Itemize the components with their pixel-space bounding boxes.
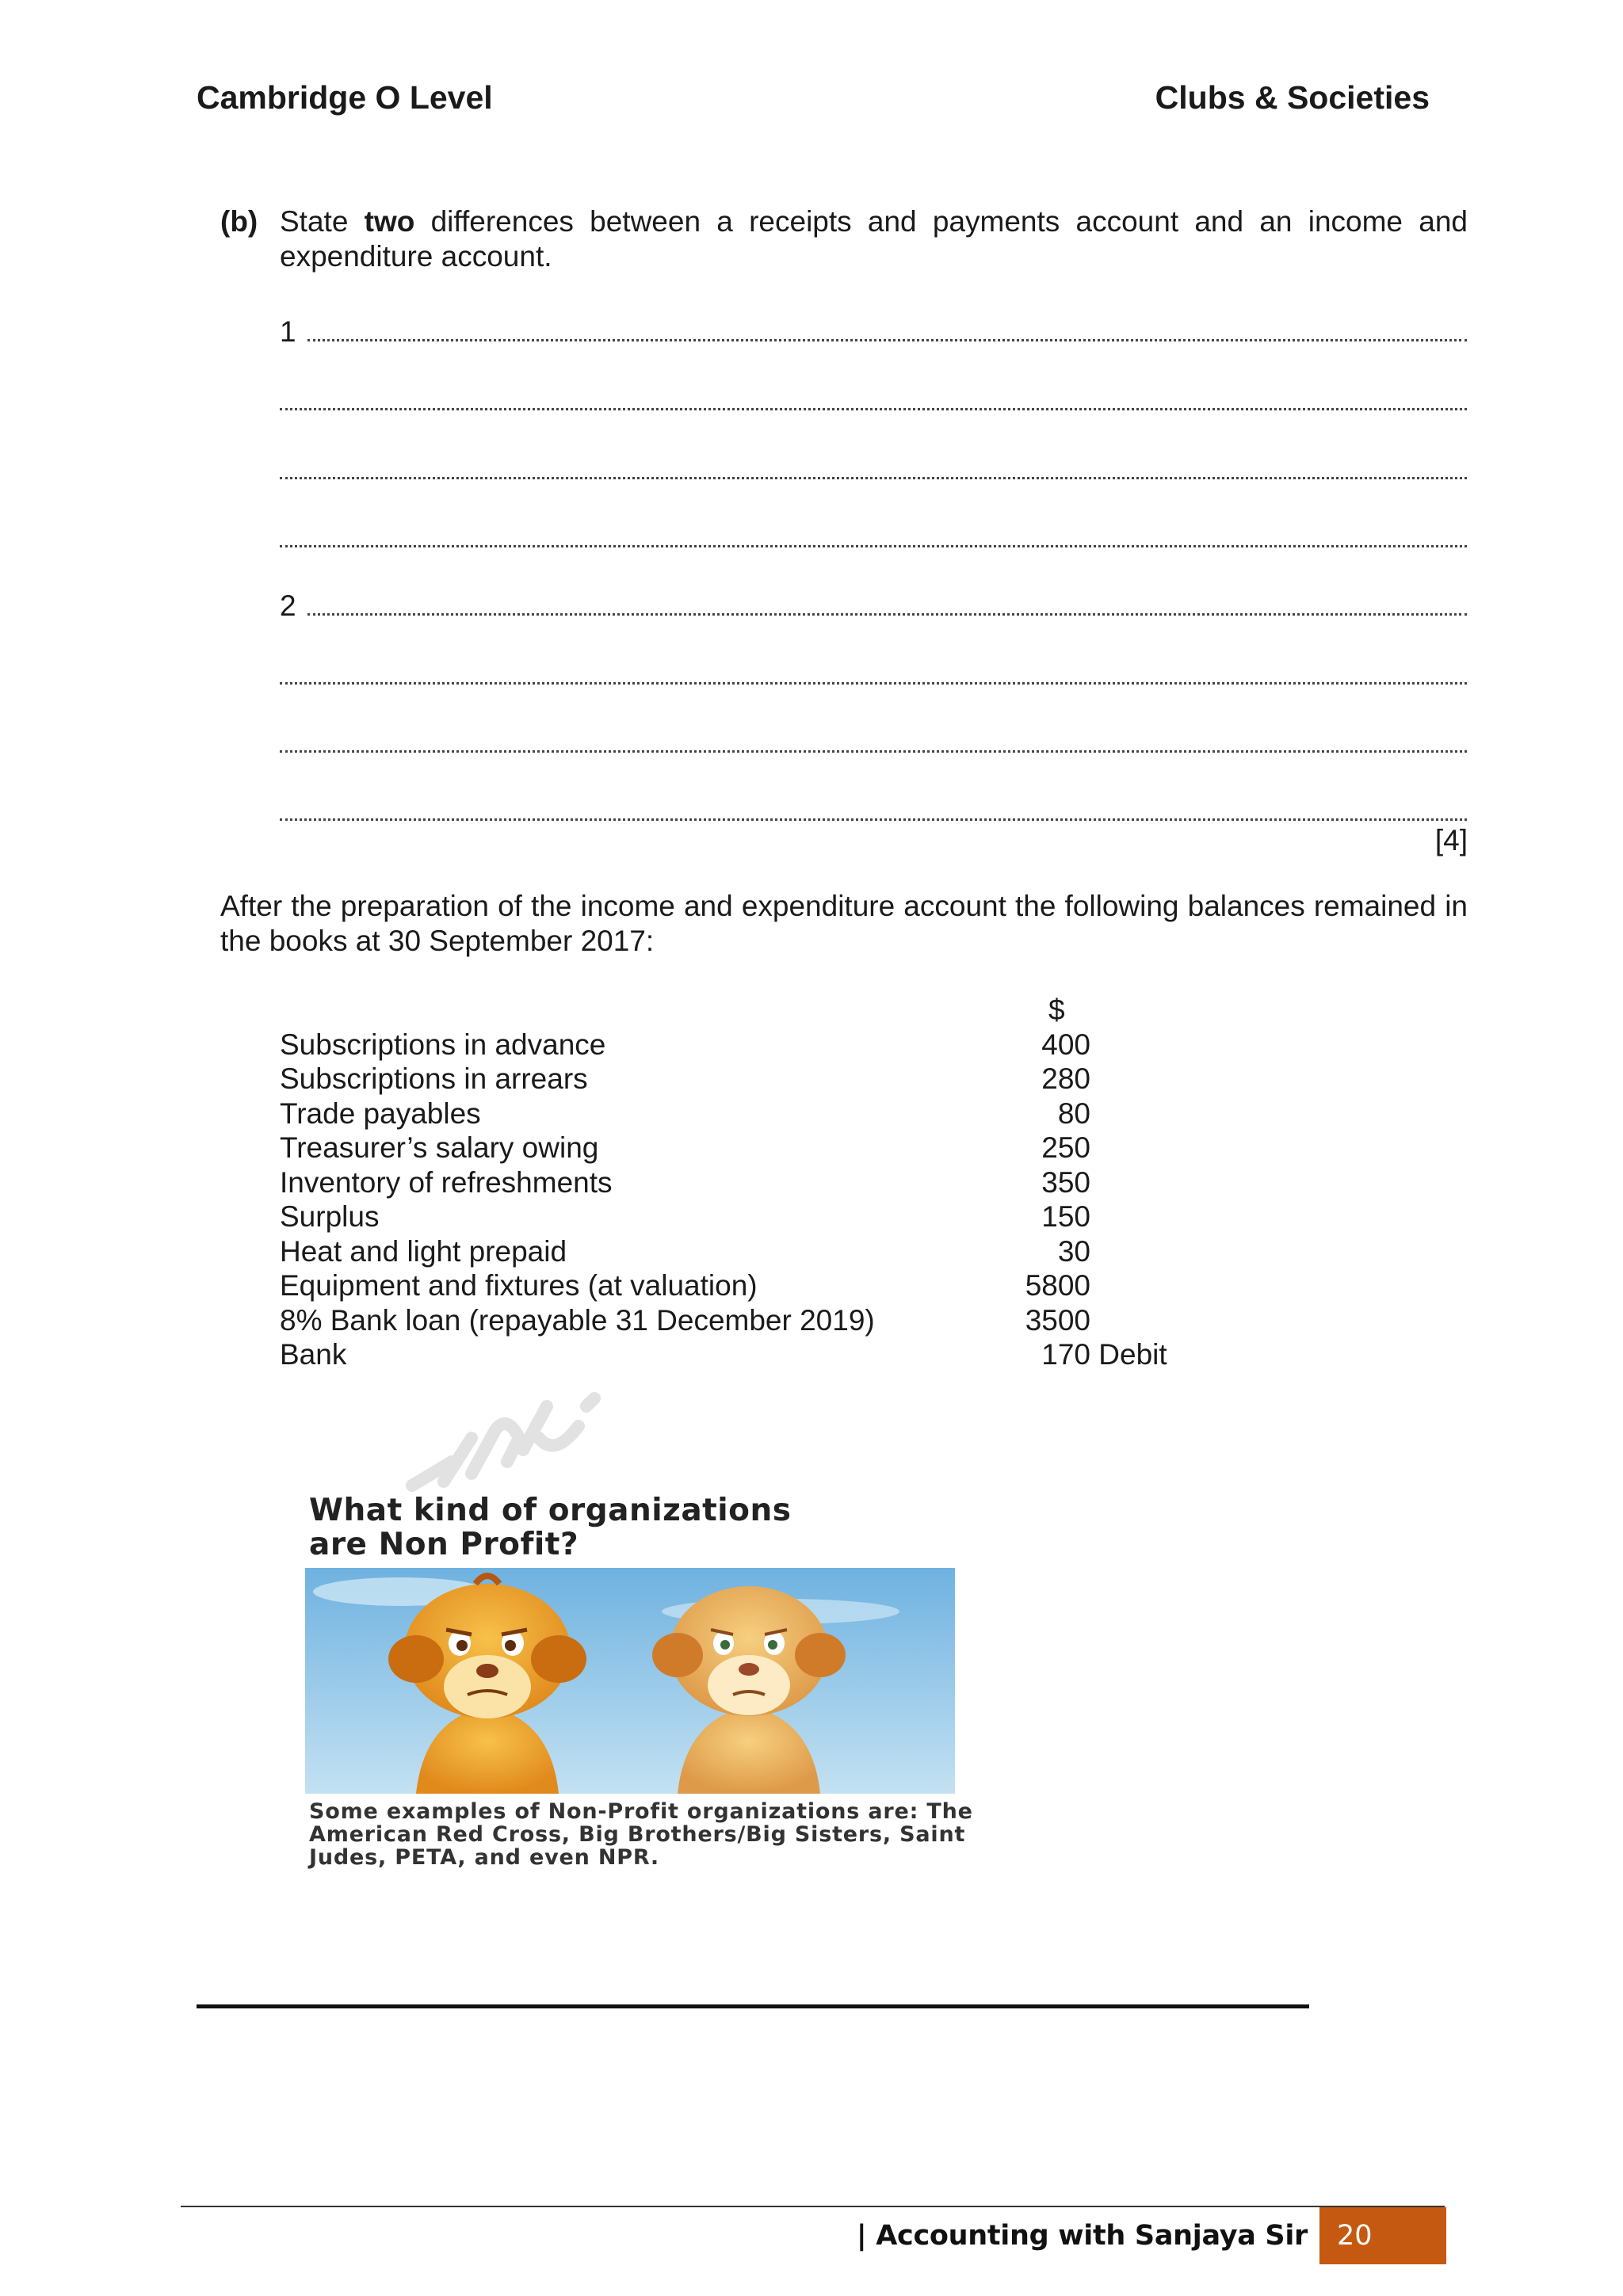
answer-line-1b[interactable] bbox=[280, 383, 1467, 418]
balance-row bbox=[280, 1234, 1231, 1269]
lion-cubs-image bbox=[305, 1568, 955, 1794]
balance-row bbox=[280, 1097, 1231, 1131]
nonprofit-caption: Some examples of Non-Profit organizations are: The American Red Cross, Big Brothers/Big Sisters, Saint Judes, PETA, and even NPR. bbox=[309, 1799, 973, 1870]
balance-label: Bank bbox=[280, 1338, 347, 1371]
balance-label: Subscriptions in advance bbox=[280, 1028, 606, 1061]
answer-number-2: 2 bbox=[280, 589, 296, 622]
answer-line-2d[interactable] bbox=[280, 794, 1467, 829]
nonprofit-infographic bbox=[305, 1493, 1018, 1869]
balance-row bbox=[280, 1199, 1231, 1234]
balance-label: Trade payables bbox=[280, 1097, 481, 1130]
balance-row bbox=[280, 1268, 1231, 1303]
balance-row bbox=[280, 1028, 1231, 1062]
balance-amount: 3500 bbox=[1025, 1303, 1090, 1337]
question-label: (b) bbox=[220, 205, 258, 238]
header-topic-title: Clubs & Societies bbox=[1155, 79, 1430, 116]
balance-amount: 150 bbox=[1041, 1200, 1090, 1233]
answer-number-1: 1 bbox=[280, 315, 296, 348]
balance-amount: 5800 bbox=[1025, 1269, 1090, 1302]
question-text-start: State bbox=[280, 205, 365, 238]
answer-line-2c[interactable] bbox=[280, 726, 1467, 761]
section-divider bbox=[197, 2004, 1309, 2008]
page-number: 20 bbox=[1319, 2207, 1446, 2264]
balance-label: Equipment and fixtures (at valuation) bbox=[280, 1269, 758, 1302]
answer-line-1a[interactable] bbox=[280, 315, 1467, 349]
balance-label: Heat and light prepaid bbox=[280, 1234, 567, 1268]
balances-intro: After the preparation of the income and expenditure account the following balances remained in the books at 30 September 2017: bbox=[220, 890, 1468, 957]
balance-row bbox=[280, 1165, 1231, 1200]
footer-brand: | Accounting with Sanjaya Sir bbox=[856, 2220, 1308, 2252]
balance-amount: 80 bbox=[1057, 1097, 1090, 1130]
balances-table bbox=[280, 993, 1231, 1372]
balance-label: 8% Bank loan (repayable 31 December 2019) bbox=[280, 1303, 875, 1337]
footer-rule bbox=[181, 2206, 1445, 2207]
balance-amount: 30 bbox=[1057, 1234, 1090, 1268]
question-b bbox=[220, 204, 1468, 274]
balance-label: Treasurer’s salary owing bbox=[280, 1131, 599, 1164]
answer-line-2a[interactable] bbox=[280, 589, 1467, 624]
nonprofit-title bbox=[309, 1493, 1018, 1562]
watermark bbox=[396, 1383, 650, 1493]
balance-label: Subscriptions in arrears bbox=[280, 1062, 588, 1095]
balance-amount: 350 bbox=[1041, 1165, 1090, 1199]
answer-line-1d[interactable] bbox=[280, 521, 1467, 555]
answer-line-1c[interactable] bbox=[280, 452, 1467, 487]
balance-row bbox=[280, 1337, 1231, 1372]
balance-row bbox=[280, 1062, 1231, 1097]
balance-label: Surplus bbox=[280, 1200, 380, 1233]
balances-header-row bbox=[280, 993, 1231, 1028]
balance-row bbox=[280, 1303, 1231, 1338]
header-course-title: Cambridge O Level bbox=[197, 79, 493, 116]
balance-row bbox=[280, 1131, 1231, 1165]
balance-amount: 250 bbox=[1041, 1131, 1090, 1164]
question-text bbox=[280, 204, 1468, 274]
currency-header: $ bbox=[1048, 994, 1065, 1026]
balance-label: Inventory of refreshments bbox=[280, 1165, 613, 1199]
marks-allocation: [4] bbox=[1434, 824, 1468, 856]
nonprofit-title-line2: are Non Profit? bbox=[309, 1527, 579, 1562]
question-text-emphasis: two bbox=[364, 205, 415, 238]
answer-line-2b[interactable] bbox=[280, 658, 1467, 692]
balance-amount: 280 bbox=[1041, 1062, 1090, 1095]
balance-amount: 170 bbox=[1041, 1338, 1090, 1371]
nonprofit-title-line1: What kind of organizations bbox=[309, 1493, 792, 1528]
lion-cubs-illustration bbox=[305, 1568, 955, 1794]
balance-amount: 400 bbox=[1041, 1028, 1090, 1061]
question-text-end: differences between a receipts and payments account and an income and expenditure account. bbox=[280, 205, 1468, 273]
balance-suffix: Debit bbox=[1090, 1338, 1167, 1371]
